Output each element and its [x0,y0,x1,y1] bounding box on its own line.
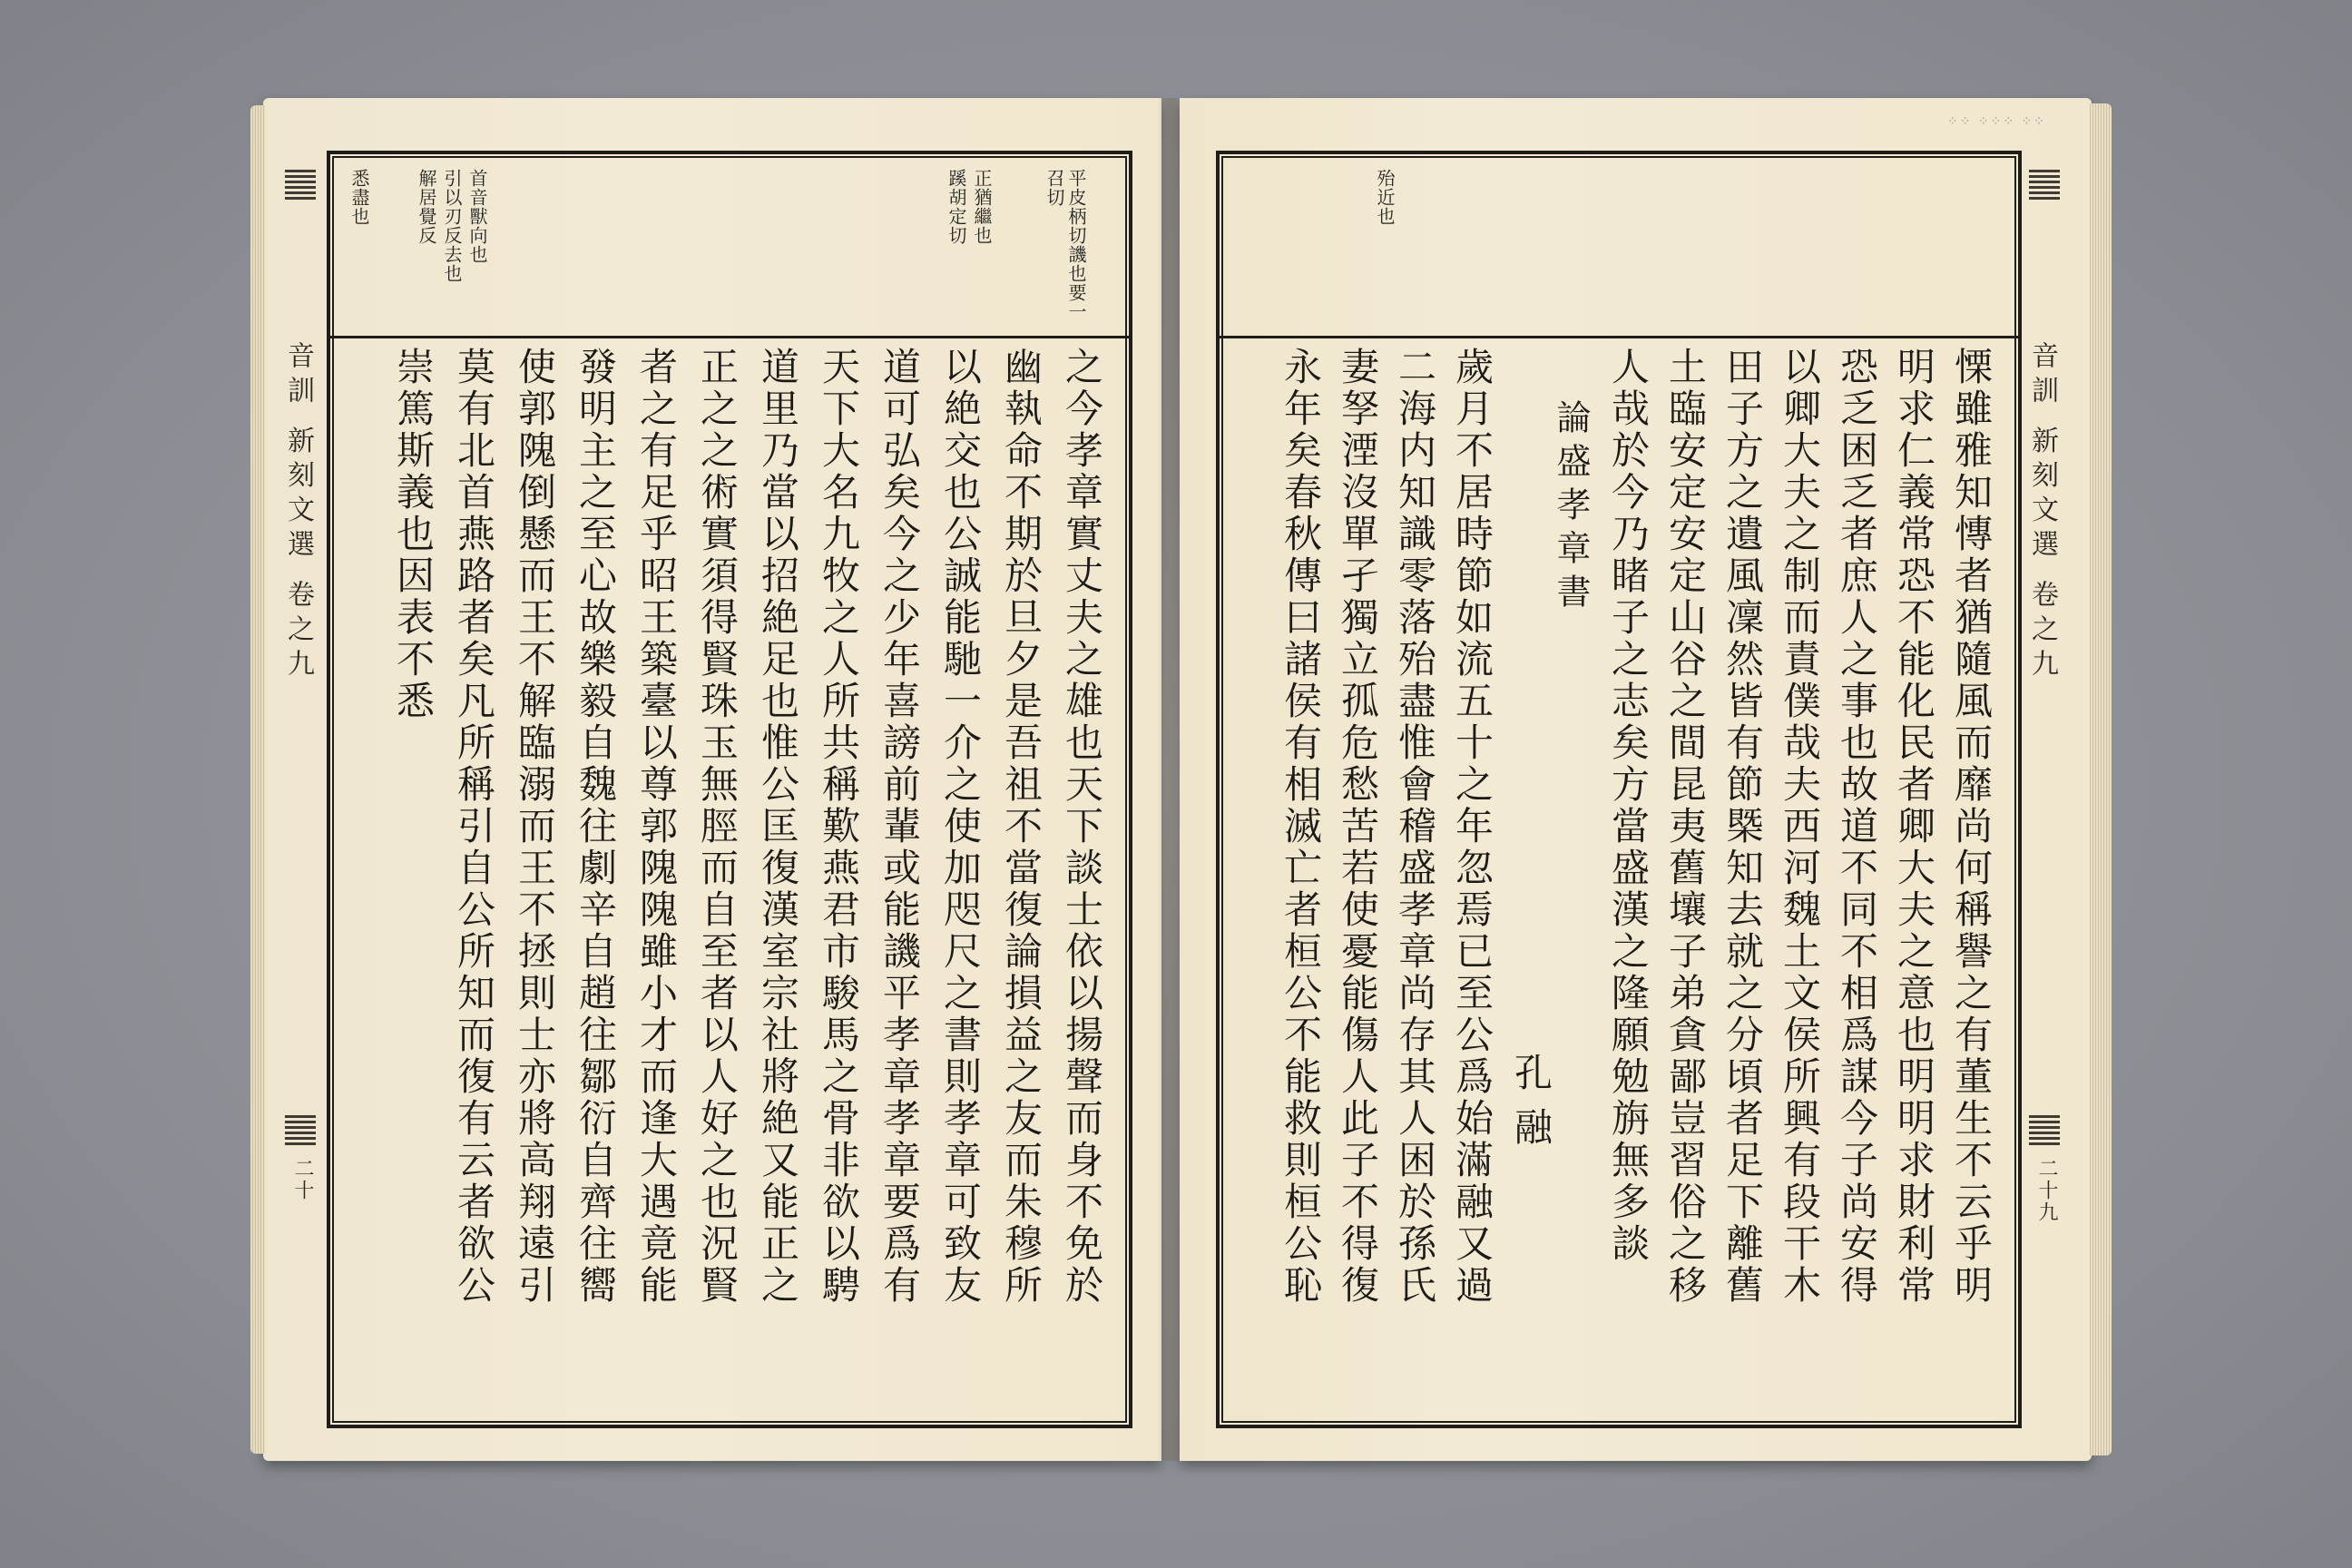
letter-author: 孔融 [1509,1053,1553,1161]
left-margin-title: 音訓 新刻文選 卷之九 [282,341,314,684]
text-column: 二海内知識零落殆盡惟會稽盛孝章尚存其人困於孫氏 [1393,347,1437,1307]
right-text-frame [1216,151,2022,1428]
text-column: 以絶交也公誠能馳一介之使加咫尺之書則孝章可致友 [938,347,983,1307]
open-book [263,98,2092,1461]
text-column: 天下大名九牧之人所共稱歎燕君市駿馬之骨非欲以騁 [817,347,861,1307]
gloss-note: 首音獸向也 [466,169,488,264]
text-column: 妻孥湮沒單孑獨立孤危愁苦若使憂能傷人此子不得復 [1336,347,1380,1307]
page-bleedthrough: ⁘⁘ ⁘⁘⁘ ⁘⁘ [1946,114,2046,129]
text-column: 道可弘矣今之少年喜謗前輩或能譏平孝章孝章要爲有 [877,347,922,1307]
text-column: 人哉於今乃睹子之志矣方當盛漢之隆願勉旃無多談 [1606,347,1651,1265]
text-column: 幽執命不期於旦夕是吾祖不當復論損益之友而朱穆所 [999,347,1044,1307]
right-page-edges [2090,103,2112,1455]
text-column: 明求仁義常恐不能化民者卿大夫之意也明明求財利常 [1892,347,1936,1307]
left-folio: 二十 [291,1158,314,1201]
right-folio: 二十九 [2035,1158,2058,1223]
text-column: 之今孝章實丈夫之雄也天下談士依以揚聲而身不免於 [1060,347,1104,1307]
text-column: 崇篤斯義也因表不悉 [391,347,436,722]
right-gloss-band [1220,154,2018,338]
right-margin-strip [2024,151,2067,1421]
right-margin-title: 音訓 新刻文選 卷之九 [2026,341,2058,684]
text-column: 道里乃當以招絶足也惟公匡復漢室宗社將絶又能正之 [756,347,800,1307]
gloss-note: 解居覺反 [416,169,437,245]
margin-ornament [285,1112,316,1145]
text-column: 以卿大夫之制而責僕哉夫西河魏土文侯所興有段干木 [1778,347,1822,1307]
text-column: 正之之術實須得賢珠玉無脛而自至者以人好之也況賢 [695,347,740,1307]
left-gloss-band [330,154,1129,338]
gloss-note: 正猶繼也 [971,169,993,245]
text-column: 使郭隗倒懸而王不解臨溺而王不拯則士亦將高翔遠引 [513,347,557,1307]
text-column: 恐乏困乏者庶人之事也故道不同不相爲謀今子尚安得 [1835,347,1879,1307]
text-column: 田子方之遺風凜然皆有節槩知去就之分頃者足下離舊 [1720,347,1765,1307]
text-column: 發明主之至心故樂毅自魏往劇辛自趙往鄒衍自齊往嚮 [573,347,618,1307]
margin-ornament [2029,167,2060,200]
gloss-note: 悉盡也 [348,169,370,226]
left-page-edges [250,105,265,1454]
text-column: 永年矣春秋傳曰諸侯有相滅亡者桓公不能救則桓公恥 [1279,347,1323,1307]
left-text-frame [327,151,1132,1428]
left-margin-strip [279,151,323,1421]
gloss-note: 平皮柄切譏也要一召切 [1044,169,1087,321]
text-column: 慄雖雅知慱者猶隨風而靡尚何稱譽之有董生不云乎明 [1949,347,1994,1307]
left-page [263,98,1161,1461]
text-column: 土臨安定安定山谷之間昆夷舊壤子弟貪鄙豈習俗之移 [1663,347,1708,1307]
text-column: 歲月不居時節如流五十之年忽焉已至公爲始滿融又過 [1450,347,1494,1307]
text-column: 者之有足乎昭王築臺以尊郭隗隗雖小才而逢大遇竟能 [634,347,679,1307]
right-page [1180,98,2092,1461]
gloss-note: 蹊胡定切 [946,169,967,245]
margin-ornament [2029,1112,2060,1145]
margin-ornament [285,167,316,200]
gloss-note: 殆近也 [1374,169,1396,226]
gloss-note: 引以刃反去也 [441,169,463,283]
text-column: 莫有北首燕路者矣凡所稱引自公所知而復有云者欲公 [452,347,496,1307]
letter-title: 論盛孝章書 [1551,399,1591,617]
